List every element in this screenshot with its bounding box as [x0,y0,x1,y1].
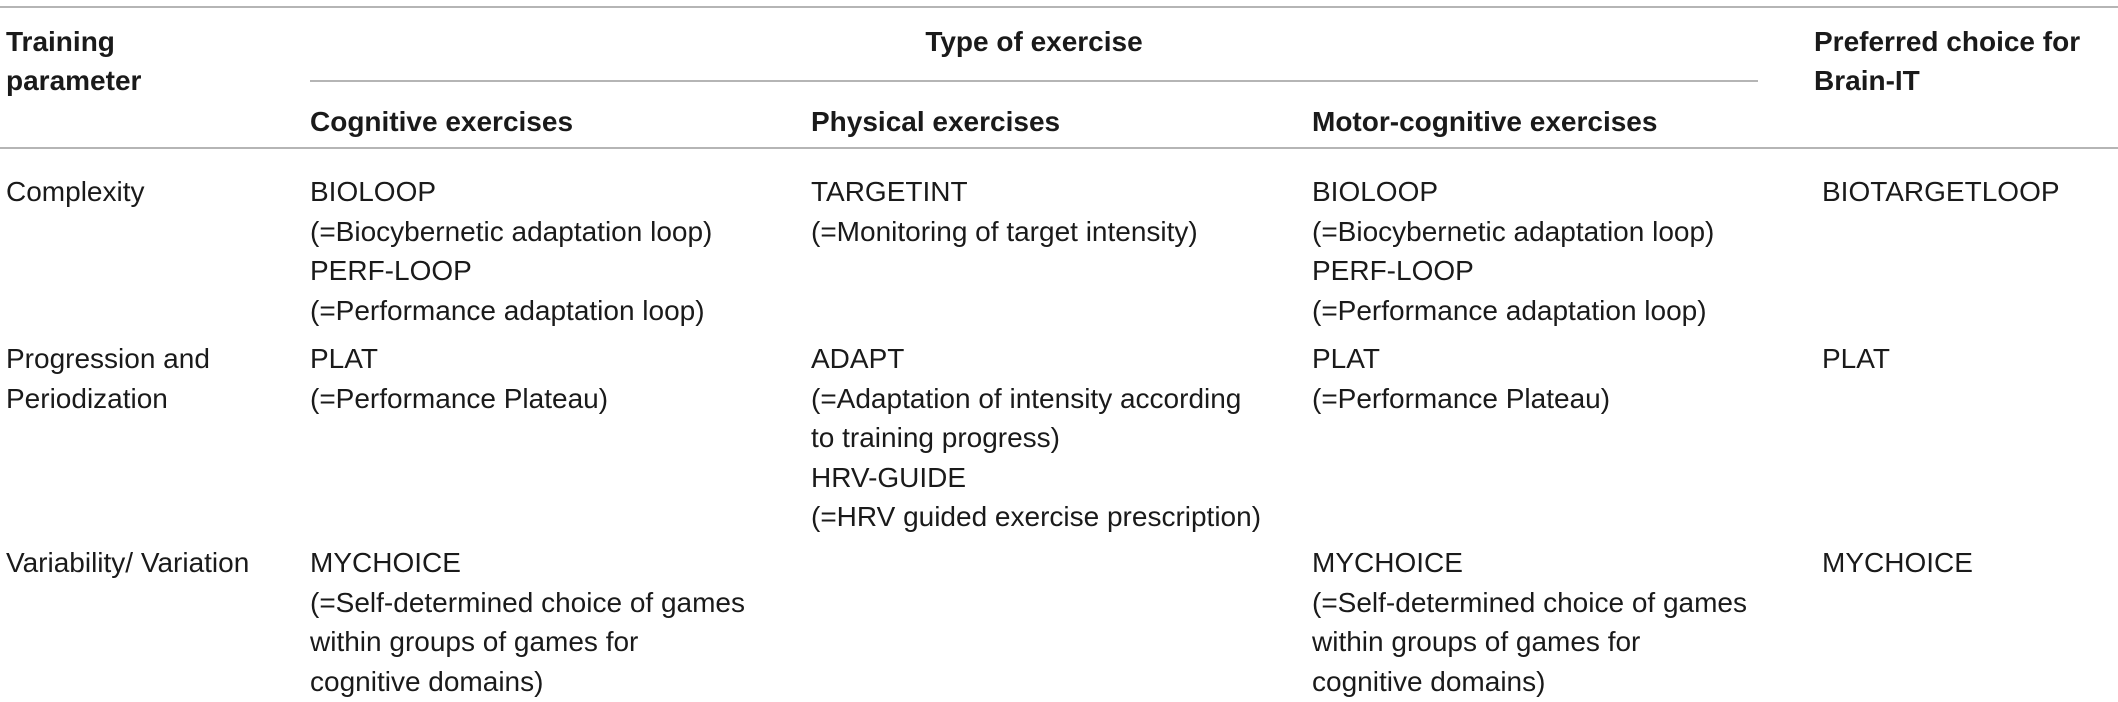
cell-line: (=Adaptation of intensity according [811,382,1242,414]
header-line: Preferred choice for [1814,26,2081,57]
cell-line: (=Self-determined choice of games [310,586,745,618]
cell-line: MYCHOICE [1312,547,1463,578]
cell-line: MYCHOICE [310,547,461,578]
cell-line: BIOTARGETLOOP [1822,176,2060,207]
header-physical-exercises: Physical exercises [811,106,1061,137]
cell-line: BIOLOOP [310,176,437,207]
cell-line: (=Monitoring of target intensity) [811,215,1198,247]
cell-line: (=Performance Plateau) [1312,382,1611,414]
cell-line: (=Performance adaptation loop) [310,294,705,326]
header-training-parameter [6,22,141,100]
row-progression-motor [1312,339,1610,418]
cell-line: PERF-LOOP [1312,255,1474,286]
cell-line: Periodization [6,382,168,414]
row-variability-param [6,543,249,583]
row-progression-param [6,339,210,418]
row-variability-motor [1312,543,1747,701]
row-progression-preferred [1822,339,1890,379]
cell-line: (=Performance Plateau) [310,382,609,414]
cell-line: (=HRV guided exercise prescription) [811,501,1262,532]
cell-line: MYCHOICE [1822,547,1973,578]
header-preferred-choice [1814,22,2080,100]
row-variability-cognitive [310,543,745,701]
cell-line: (=Self-determined choice of games [1312,586,1747,618]
row-complexity-cognitive [310,172,712,330]
header-motor-cognitive-exercises: Motor-cognitive exercises [1312,106,1658,137]
cell-line: within groups of games for [310,626,639,657]
type-of-exercise-rule [310,80,1758,82]
cell-line: ADAPT [811,343,905,374]
header-cognitive-exercises: Cognitive exercises [310,106,574,137]
row-complexity-motor [1312,172,1714,330]
row-progression-physical [811,339,1261,537]
cell-line: PERF-LOOP [310,255,472,286]
row-complexity-preferred [1822,172,2060,212]
cell-line: PLAT [310,343,378,374]
header-line: Training [6,26,115,57]
cell-line: to training progress) [811,422,1061,453]
cell-line: PLAT [1312,343,1380,374]
cell-line: cognitive domains) [310,665,544,697]
cell-line: (=Performance adaptation loop) [1312,294,1707,326]
cell-line: Progression and [6,343,210,374]
cell-line: (=Biocybernetic adaptation loop) [1312,215,1715,247]
header-type-of-exercise: Type of exercise [925,26,1143,57]
header-line: Brain-IT [1814,65,1920,96]
cell-line: (=Biocybernetic adaptation loop) [310,215,713,247]
cell-line: Complexity [6,176,145,207]
header-bottom-rule [0,147,2118,149]
table-top-rule [0,6,2118,8]
cell-line: TARGETINT [811,176,968,207]
cell-line: HRV-GUIDE [811,461,967,493]
cell-line: within groups of games for [1312,626,1641,657]
cell-line: BIOLOOP [1312,176,1439,207]
cell-line: Variability/ Variation [6,547,250,578]
row-variability-preferred [1822,543,1973,583]
row-progression-cognitive [310,339,608,418]
row-complexity-param [6,172,144,212]
cell-line: cognitive domains) [1312,665,1546,697]
header-line: parameter [6,65,142,96]
row-complexity-physical [811,172,1198,251]
cell-line: PLAT [1822,343,1890,374]
